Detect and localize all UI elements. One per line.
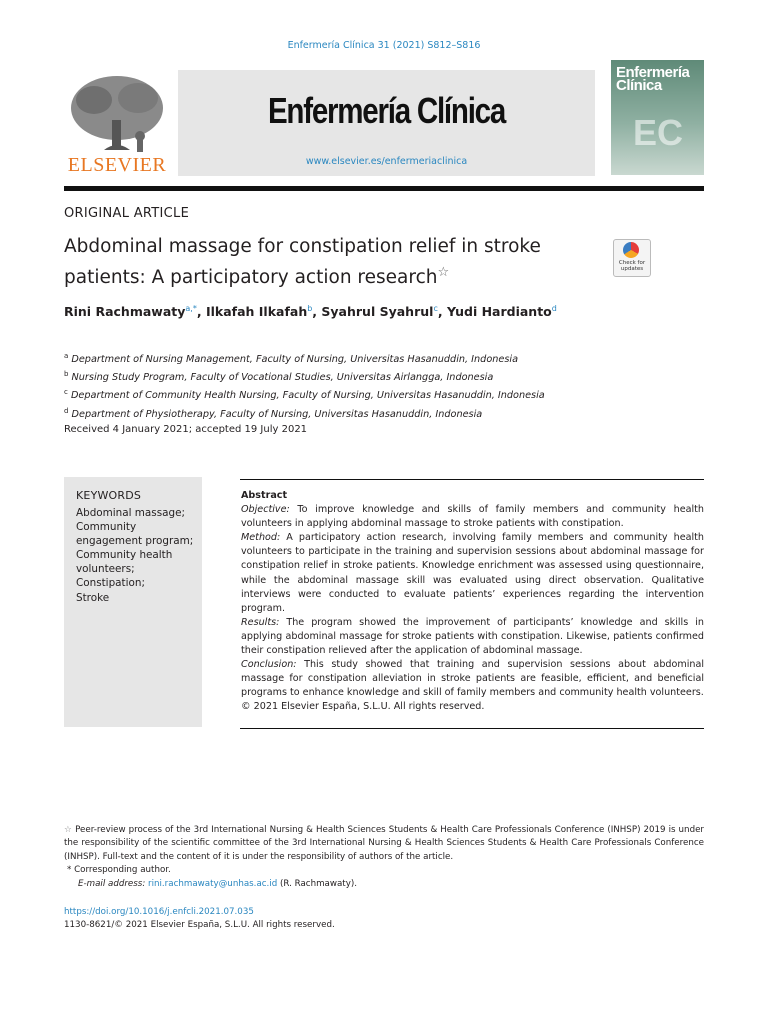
abstract-section-text: The program showed the improvement of participants’ knowledge and skills in applying abdominal massage for stroke patients with constipation. Likewise, patients confirmed their constipation relieved after the application of abdominal massage. <box>241 616 704 657</box>
keyword-item: Stroke <box>76 591 110 604</box>
abstract-objective <box>241 503 704 531</box>
affiliation-text: Nursing Study Program, Faculty of Vocational Studies, Universitas Airlangga, Indonesia <box>71 372 494 384</box>
author-list <box>64 304 704 319</box>
affiliation-text: Department of Physiotherapy, Faculty of Nursing, Universitas Hasanuddin, Indonesia <box>71 408 483 420</box>
received-dates: Received 4 January 2021; accepted 19 July 2021 <box>64 424 308 435</box>
journal-citation-link[interactable]: Enfermería Clínica 31 (2021) S812–S816 <box>287 40 481 51</box>
abstract-results <box>241 616 704 658</box>
affiliation-text: Department of Nursing Management, Faculty of Nursing, Universitas Hasanuddin, Indonesia <box>71 354 519 366</box>
author-name: Syahrul Syahrul <box>321 304 434 320</box>
author-separator: , <box>312 304 322 320</box>
peer-review-text: Peer-review process of the 3rd International Nursing & Health Sciences Students & Health Care Professionals Conference (INHSP) 2019 is under the responsibility of the scientific committee of the 3rd International Nursing & Health Sciences Students & Health Care Professionals Conference (INHSP). Full-text and the content of it is under the responsibility of authors of the article. <box>64 825 704 862</box>
affiliation-item <box>64 367 704 385</box>
author-separator: , <box>437 304 447 320</box>
cover-title: Enfermería Clínica <box>616 64 690 94</box>
keyword-item: Community engagement program; <box>76 521 194 548</box>
keyword-item: Community health volunteers; <box>76 549 173 576</box>
doi-link[interactable]: https://doi.org/10.1016/j.enfcli.2021.07.035 <box>64 907 254 917</box>
affiliation-list <box>64 349 704 422</box>
peer-review-footnote <box>64 824 704 864</box>
check-for-updates-label: Check for updates <box>618 260 646 272</box>
abstract-section-label: Objective: <box>241 504 290 516</box>
affiliation-mark: b <box>64 370 69 379</box>
abstract-section-text: To improve knowledge and skills of family members and community health volunteers in applying abdominal massage to stroke patients with constipation. <box>241 504 704 530</box>
abstract-section-text: A participatory action research, involving family members and community health volunteers to participate in the training and supervision sessions about abdominal massage for constipation relief in stroke patients. Knowledge enrichment was assessed using questionnaire, while the abdominal massage skill was evaluated using direct observation. Qualitative interviews were conducted to evaluate patients’ experiences regarding the intervention program. <box>241 532 704 614</box>
author-name: Yudi Hardianto <box>446 304 552 320</box>
abstract-conclusion <box>241 658 704 700</box>
affiliation-text: Department of Community Health Nursing, Faculty of Nursing, Universitas Hasanuddin, Indonesia <box>70 390 545 402</box>
author-separator: , <box>196 304 206 320</box>
email-owner: (R. Rachmawaty). <box>280 878 358 889</box>
article-type: ORIGINAL ARTICLE <box>64 206 190 221</box>
check-for-updates-button[interactable] <box>613 239 651 277</box>
crossmark-icon <box>623 242 639 258</box>
abstract-heading: Abstract <box>241 490 288 501</box>
keywords-heading: KEYWORDS <box>76 489 142 502</box>
affiliation-item <box>64 349 704 367</box>
keyword-item: Abdominal massage; <box>76 507 185 519</box>
author-affiliation-mark[interactable]: a,* <box>185 304 197 313</box>
cover-monogram: EC <box>633 112 684 153</box>
affiliation-item <box>64 404 704 422</box>
email-label: E-mail address: <box>78 878 146 889</box>
email-footnote <box>64 878 704 891</box>
author-name: Ilkafah Ilkafah <box>205 304 308 320</box>
abstract-bottom-rule <box>240 728 704 729</box>
keywords-panel <box>64 477 202 727</box>
footnotes <box>64 824 704 891</box>
affiliation-item <box>64 385 704 403</box>
corresponding-text: Corresponding author. <box>74 865 171 876</box>
affiliation-mark: d <box>64 406 69 415</box>
header-rule <box>64 186 704 191</box>
author-affiliation-mark[interactable]: d <box>551 304 557 313</box>
author-name: Rini Rachmawaty <box>64 304 186 320</box>
abstract-section-text: This study showed that training and supervision sessions about abdominal massage for constipation alleviation in stroke patients are feasible, efficient, and beneficial programs to enhance knowledge and skill of family members and community health volunteers. <box>241 659 704 699</box>
author-affiliation-mark[interactable]: c <box>433 304 438 313</box>
issn-copyright: 1130-8621/© 2021 Elsevier España, S.L.U. All rights reserved. <box>64 920 335 930</box>
journal-title: Enfermería Clínica <box>267 90 506 131</box>
elsevier-wordmark: ELSEVIER <box>67 154 167 176</box>
article-title-text: Abdominal massage for constipation relief in stroke patients: A participatory action research <box>64 236 541 289</box>
title-footnote-mark[interactable]: ☆ <box>437 265 450 280</box>
abstract-section-label: Results: <box>241 616 280 628</box>
author-affiliation-mark[interactable]: b <box>307 304 313 313</box>
journal-url-link[interactable]: www.elsevier.es/enfermeriaclinica <box>305 156 468 167</box>
corresponding-mark: * <box>67 865 72 876</box>
abstract-block <box>241 489 704 715</box>
email-link[interactable]: rini.rachmawaty@unhas.ac.id <box>148 878 278 889</box>
keywords-list <box>76 506 198 605</box>
abstract-section-label: Conclusion: <box>241 659 297 671</box>
footnote-star-mark: ☆ <box>64 825 73 835</box>
journal-cover-thumbnail <box>611 60 704 175</box>
keyword-item: Constipation; <box>76 577 145 590</box>
abstract-method <box>241 531 704 616</box>
affiliation-mark: a <box>64 352 69 360</box>
article-title <box>64 234 594 291</box>
abstract-copyright: © 2021 Elsevier España, S.L.U. All rights reserved. <box>241 701 485 713</box>
abstract-section-label: Method: <box>241 532 281 544</box>
corresponding-footnote <box>64 864 704 877</box>
affiliation-mark: c <box>64 388 68 397</box>
journal-banner <box>178 70 595 176</box>
elsevier-logo <box>64 70 170 176</box>
abstract-top-rule <box>240 479 704 480</box>
